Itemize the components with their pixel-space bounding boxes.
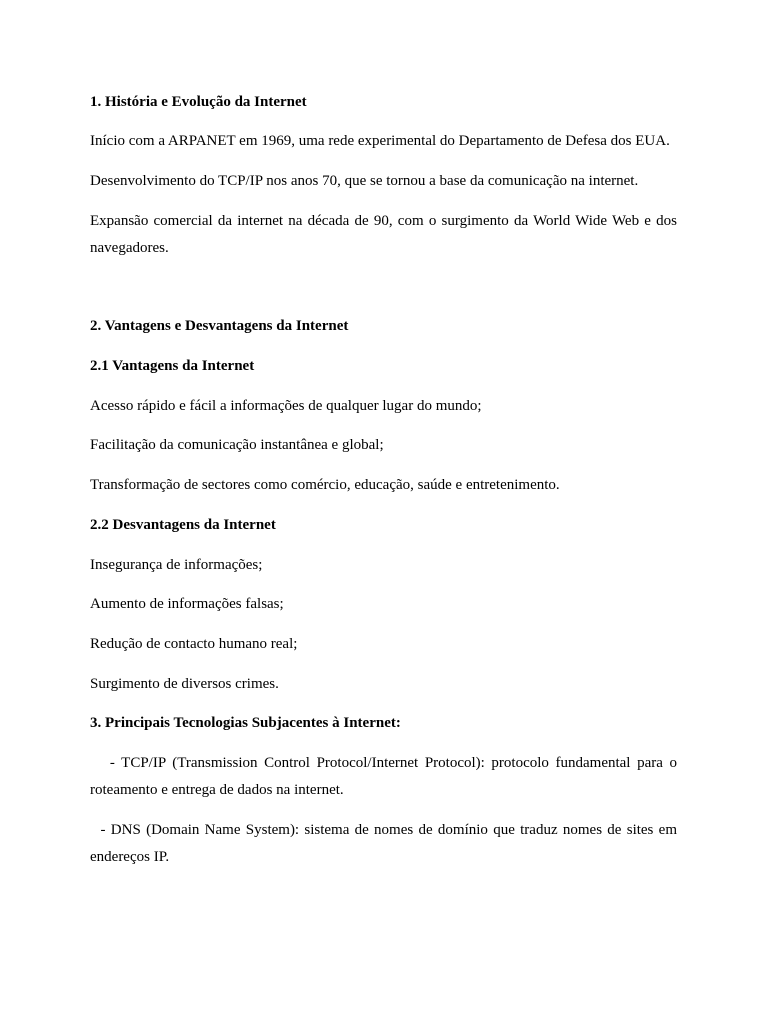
disadvantage-item: Redução de contacto humano real; — [90, 636, 298, 652]
technology-item-tcpip-line-1: - TCP/IP (Transmission Control Protocol/Internet Protocol): protocolo fundamental para o — [90, 755, 678, 771]
technology-item-tcpip — [90, 750, 677, 804]
advantage-item: Facilitação da comunicação instantânea e global; — [90, 437, 384, 453]
history-item-arpanet: Início com a ARPANET em 1969, uma rede experimental do Departamento de Defesa dos EUA. — [90, 133, 670, 149]
disadvantage-item: Aumento de informações falsas; — [90, 596, 284, 612]
history-item-expansion-line-1: Expansão comercial da internet na década de 90, com o surgimento da World Wide Web e dos — [90, 213, 677, 229]
advantage-item: Acesso rápido e fácil a informações de qualquer lugar do mundo; — [90, 398, 482, 414]
technology-item-tcpip-line-2: roteamento e entrega de dados na internet. — [90, 782, 344, 798]
section-1-heading: 1. História e Evolução da Internet — [90, 94, 307, 110]
advantage-item: Transformação de sectores como comércio, educação, saúde e entretenimento. — [90, 477, 560, 493]
technology-item-dns-line-1: - DNS (Domain Name System): sistema de nomes de domínio que traduz nomes de sites em — [90, 822, 677, 838]
technology-item-dns-line-2: endereços IP. — [90, 849, 170, 865]
section-2-heading: 2. Vantagens e Desvantagens da Internet — [90, 318, 349, 334]
advantages-heading: 2.1 Vantagens da Internet — [90, 358, 255, 374]
history-item-expansion — [90, 208, 677, 262]
disadvantages-heading: 2.2 Desvantagens da Internet — [90, 517, 276, 533]
section-3-heading: 3. Principais Tecnologias Subjacentes à Internet: — [90, 715, 401, 731]
history-item-tcpip: Desenvolvimento do TCP/IP nos anos 70, que se tornou a base da comunicação na internet. — [90, 173, 639, 189]
technology-item-dns — [90, 817, 677, 871]
disadvantage-item: Insegurança de informações; — [90, 557, 263, 573]
disadvantage-item: Surgimento de diversos crimes. — [90, 676, 279, 692]
history-item-expansion-line-2: navegadores. — [90, 240, 169, 256]
